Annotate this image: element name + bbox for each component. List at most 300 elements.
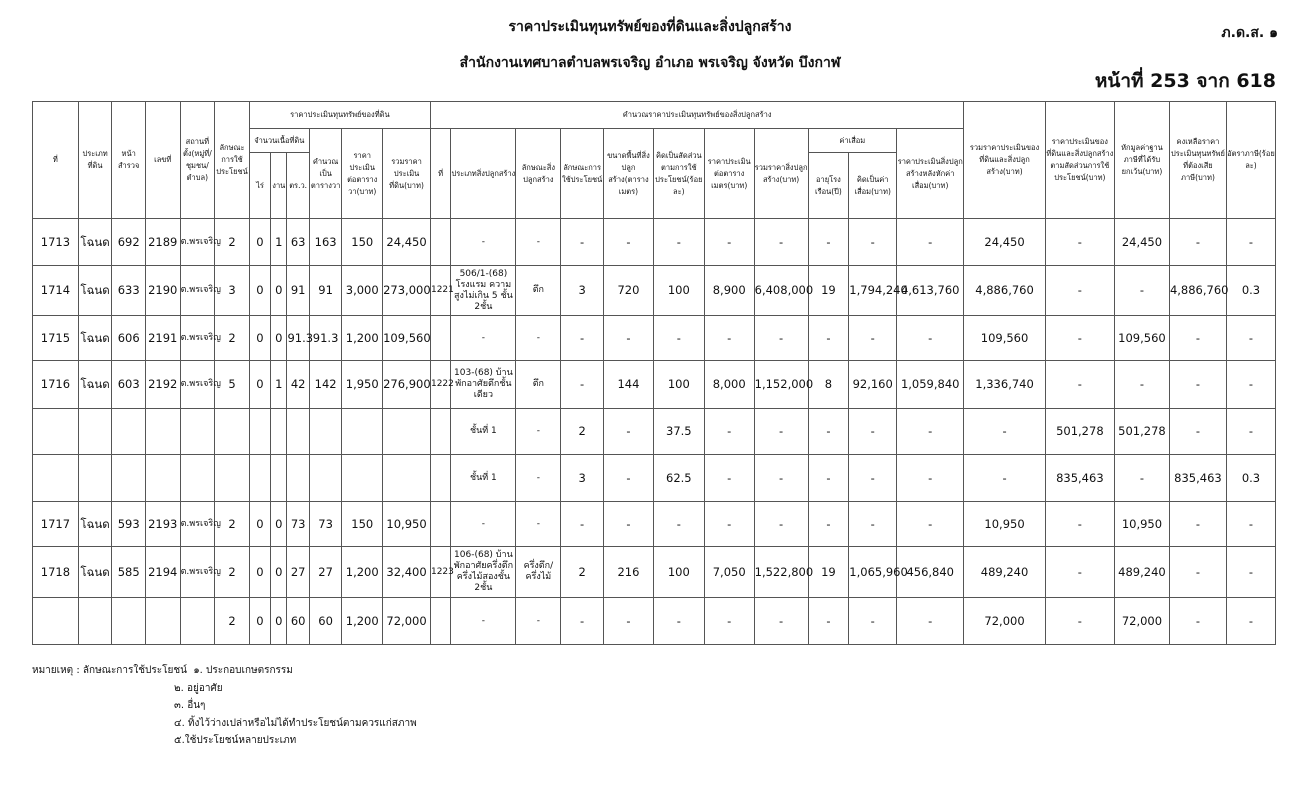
- cell-ngan: 0: [271, 316, 287, 361]
- table-row: [33, 547, 1276, 598]
- cell-bldg-pct: -: [653, 502, 704, 547]
- cell-price-per-wa: [342, 409, 383, 455]
- cell-deduction: -: [1114, 361, 1169, 409]
- cell-dep-age: 19: [808, 266, 849, 316]
- notes: [32, 662, 417, 750]
- cell-no: 1713: [33, 219, 79, 266]
- cell-bldg-usage: -: [561, 361, 604, 409]
- table-row: [33, 598, 1276, 645]
- cell-tax-rate: -: [1226, 361, 1275, 409]
- cell-calc-wa: 163: [309, 219, 342, 266]
- table-row: [33, 502, 1276, 547]
- cell-bldg-after-dep: 1,059,840: [897, 361, 964, 409]
- cell-bldg-price-sqm: -: [704, 409, 754, 455]
- cell-bldg-area: -: [604, 316, 654, 361]
- cell-calc-wa: 73: [309, 502, 342, 547]
- th-bldg-price-sqm: ราคาประเมินต่อตารางเมตร(บาท): [704, 129, 754, 219]
- cell-taxable: -: [1169, 502, 1226, 547]
- cell-no: 1717: [33, 502, 79, 547]
- cell-doc-no: [145, 598, 180, 645]
- cell-ngan: 0: [271, 598, 287, 645]
- cell-bldg-usage: 2: [561, 409, 604, 455]
- cell-land-total: 72,000: [383, 598, 431, 645]
- cell-bldg-char: -: [516, 502, 561, 547]
- cell-bldg-price-sqm: -: [704, 598, 754, 645]
- cell-dep-amount: -: [849, 409, 897, 455]
- cell-rai: 0: [249, 598, 270, 645]
- cell-deduction: 10,950: [1114, 502, 1169, 547]
- cell-calc-wa: [309, 409, 342, 455]
- cell-grand-total: 24,450: [964, 219, 1045, 266]
- cell-no: 1718: [33, 547, 79, 598]
- cell-calc-wa: 91.3: [309, 316, 342, 361]
- cell-land-type: โฉนด: [78, 547, 112, 598]
- cell-doc-no: [145, 455, 180, 502]
- cell-bldg-area: 216: [604, 547, 654, 598]
- th-bldg-char: ลักษณะสิ่งปลูกสร้าง: [516, 129, 561, 219]
- cell-proportional: 501,278: [1045, 409, 1114, 455]
- table-row: [33, 361, 1276, 409]
- cell-proportional: 835,463: [1045, 455, 1114, 502]
- table-body: [33, 219, 1276, 645]
- cell-bldg-area: 144: [604, 361, 654, 409]
- cell-land-total: 276,900: [383, 361, 431, 409]
- cell-bldg-after-dep: -: [897, 316, 964, 361]
- cell-dep-age: -: [808, 316, 849, 361]
- th-ngan: งาน: [271, 153, 287, 219]
- th-rai: ไร่: [249, 153, 270, 219]
- cell-bldg-pct: -: [653, 598, 704, 645]
- th-doc-no: เลขที่: [145, 102, 180, 219]
- cell-taxable: 4,886,760: [1169, 266, 1226, 316]
- th-proportional: ราคาประเมินของที่ดินและสิ่งปลูกสร้างตามสัดส่วนการใช้ประโยชน์(บาท): [1045, 102, 1114, 219]
- cell-ngan: 0: [271, 266, 287, 316]
- cell-bldg-total: -: [754, 598, 808, 645]
- cell-page: 633: [112, 266, 146, 316]
- cell-bldg-total: -: [754, 455, 808, 502]
- cell-bldg-pct: 37.5: [653, 409, 704, 455]
- cell-bldg-total: 1,152,000: [754, 361, 808, 409]
- cell-bldg-total: 1,522,800: [754, 547, 808, 598]
- cell-bldg-total: -: [754, 409, 808, 455]
- cell-calc-wa: 27: [309, 547, 342, 598]
- cell-land-type: โฉนด: [78, 502, 112, 547]
- cell-grand-total: 1,336,740: [964, 361, 1045, 409]
- cell-wa: 60: [287, 598, 309, 645]
- table-row: [33, 455, 1276, 502]
- th-no: ที่: [33, 102, 79, 219]
- cell-bldg-type: ชั้นที่ 1: [451, 455, 516, 502]
- note-item: ๓. อื่นๆ: [174, 700, 206, 711]
- cell-proportional: -: [1045, 502, 1114, 547]
- cell-land-total: [383, 455, 431, 502]
- cell-page: 692: [112, 219, 146, 266]
- cell-land-total: 109,560: [383, 316, 431, 361]
- cell-taxable: -: [1169, 361, 1226, 409]
- th-bldg-pct: คิดเป็นสัดส่วนตามการใช้ประโยชน์(ร้อยละ): [653, 129, 704, 219]
- cell-doc-no: 2194: [145, 547, 180, 598]
- cell-deduction: -: [1114, 266, 1169, 316]
- cell-usage: 2: [215, 598, 250, 645]
- cell-location: [180, 409, 215, 455]
- cell-bldg-type: 106-(68) บ้านพักอาศัยครึ่งตึกครึ่งไม้สองชั้น 2ชั้น: [451, 547, 516, 598]
- cell-page: [112, 598, 146, 645]
- page-number: หน้าที่ 253 จาก 618: [1094, 70, 1276, 92]
- note-item: ๑. ประกอบเกษตรกรรม: [193, 665, 293, 676]
- cell-bldg-usage: -: [561, 219, 604, 266]
- cell-page: 603: [112, 361, 146, 409]
- cell-no: 1716: [33, 361, 79, 409]
- th-area-group: จำนวนเนื้อที่ดิน: [249, 129, 309, 153]
- cell-ngan: [271, 455, 287, 502]
- cell-bldg-type: -: [451, 316, 516, 361]
- cell-usage: 2: [215, 219, 250, 266]
- cell-grand-total: -: [964, 409, 1045, 455]
- cell-proportional: -: [1045, 219, 1114, 266]
- cell-bldg-after-dep: -: [897, 219, 964, 266]
- cell-price-per-wa: 1,200: [342, 316, 383, 361]
- th-land-total: รวมราคาประเมินที่ดิน(บาท): [383, 129, 431, 219]
- cell-land-type: [78, 598, 112, 645]
- cell-grand-total: 10,950: [964, 502, 1045, 547]
- cell-dep-amount: -: [849, 316, 897, 361]
- cell-ngan: 0: [271, 547, 287, 598]
- th-land-type: ประเภทที่ดิน: [78, 102, 112, 219]
- cell-bldg-no: [430, 219, 450, 266]
- th-deduction: หักมูลค่าฐานภาษีที่ได้รับยกเว้น(บาท): [1114, 102, 1169, 219]
- note-item: ๒. อยู่อาศัย: [174, 682, 223, 694]
- cell-doc-no: [145, 409, 180, 455]
- table-row: [33, 219, 1276, 266]
- cell-land-type: โฉนด: [78, 316, 112, 361]
- cell-bldg-usage: 3: [561, 266, 604, 316]
- cell-tax-rate: -: [1226, 219, 1275, 266]
- th-bldg-usage: ลักษณะการใช้ประโยชน์: [561, 129, 604, 219]
- cell-tax-rate: 0.3: [1226, 455, 1275, 502]
- cell-dep-age: -: [808, 502, 849, 547]
- cell-bldg-total: 6,408,000: [754, 266, 808, 316]
- cell-dep-age: -: [808, 455, 849, 502]
- cell-proportional: -: [1045, 547, 1114, 598]
- cell-wa: 42: [287, 361, 309, 409]
- th-location: สถานที่ตั้ง(หมู่ที่/ชุมชน/ตำบล): [180, 102, 215, 219]
- cell-no: [33, 455, 79, 502]
- cell-wa: [287, 455, 309, 502]
- cell-dep-amount: -: [849, 219, 897, 266]
- cell-taxable: 835,463: [1169, 455, 1226, 502]
- cell-grand-total: 489,240: [964, 547, 1045, 598]
- note-item: ๕.ใช้ประโยชน์หลายประเภท: [174, 735, 297, 746]
- cell-calc-wa: [309, 455, 342, 502]
- cell-deduction: -: [1114, 455, 1169, 502]
- cell-bldg-no: 1221: [430, 266, 450, 316]
- cell-wa: 91.3: [287, 316, 309, 361]
- cell-bldg-pct: 100: [653, 361, 704, 409]
- cell-bldg-area: -: [604, 455, 654, 502]
- th-bldg-area: ขนาดพื้นที่สิ่งปลูกสร้าง(ตารางเมตร): [604, 129, 654, 219]
- cell-bldg-pct: -: [653, 219, 704, 266]
- cell-proportional: -: [1045, 266, 1114, 316]
- cell-bldg-area: 720: [604, 266, 654, 316]
- cell-bldg-char: -: [516, 409, 561, 455]
- cell-deduction: 501,278: [1114, 409, 1169, 455]
- note-item: ๔. ทิ้งไว้ว่างเปล่าหรือไม่ได้ทำประโยชน์ตามควรแก่สภาพ: [174, 717, 417, 729]
- cell-bldg-price-sqm: -: [704, 502, 754, 547]
- cell-ngan: 1: [271, 361, 287, 409]
- cell-tax-rate: -: [1226, 316, 1275, 361]
- cell-bldg-no: [430, 455, 450, 502]
- cell-land-type: โฉนด: [78, 361, 112, 409]
- cell-land-total: 24,450: [383, 219, 431, 266]
- cell-bldg-char: -: [516, 316, 561, 361]
- cell-bldg-area: -: [604, 409, 654, 455]
- cell-deduction: 489,240: [1114, 547, 1169, 598]
- cell-rai: 0: [249, 547, 270, 598]
- cell-dep-amount: 1,794,240: [849, 266, 897, 316]
- cell-bldg-usage: 2: [561, 547, 604, 598]
- cell-proportional: -: [1045, 361, 1114, 409]
- cell-ngan: 0: [271, 502, 287, 547]
- form-code: ภ.ด.ส. ๑: [1221, 25, 1278, 41]
- cell-bldg-usage: -: [561, 598, 604, 645]
- cell-bldg-type: 103-(68) บ้านพักอาศัยตึกชั้นเดียว: [451, 361, 516, 409]
- cell-wa: 73: [287, 502, 309, 547]
- th-page: หน้าสำรวจ: [112, 102, 146, 219]
- th-dep-amount: คิดเป็นค่าเสื่อม(บาท): [849, 153, 897, 219]
- cell-land-type: โฉนด: [78, 266, 112, 316]
- th-bldg-type: ประเภทสิ่งปลูกสร้าง: [451, 129, 516, 219]
- table-row: [33, 409, 1276, 455]
- cell-bldg-char: ตึก: [516, 361, 561, 409]
- cell-bldg-after-dep: -: [897, 502, 964, 547]
- cell-land-type: โฉนด: [78, 219, 112, 266]
- cell-price-per-wa: 150: [342, 502, 383, 547]
- cell-calc-wa: 91: [309, 266, 342, 316]
- th-wa: ตร.ว.: [287, 153, 309, 219]
- cell-usage: [215, 455, 250, 502]
- table-row: [33, 316, 1276, 361]
- cell-bldg-usage: 3: [561, 455, 604, 502]
- cell-dep-amount: 92,160: [849, 361, 897, 409]
- cell-bldg-no: [430, 598, 450, 645]
- cell-doc-no: 2192: [145, 361, 180, 409]
- cell-bldg-char: -: [516, 598, 561, 645]
- cell-rai: 0: [249, 361, 270, 409]
- th-calc-wa: คำนวณเป็นตารางวา: [309, 129, 342, 219]
- cell-price-per-wa: 1,950: [342, 361, 383, 409]
- th-bldg-total: รวมราคาสิ่งปลูกสร้าง(บาท): [754, 129, 808, 219]
- cell-rai: 0: [249, 219, 270, 266]
- cell-taxable: -: [1169, 316, 1226, 361]
- cell-grand-total: 4,886,760: [964, 266, 1045, 316]
- cell-grand-total: 109,560: [964, 316, 1045, 361]
- report-title: ราคาประเมินทุนทรัพย์ของที่ดินและสิ่งปลูกสร้าง: [508, 19, 792, 35]
- cell-bldg-char: -: [516, 219, 561, 266]
- cell-bldg-price-sqm: -: [704, 219, 754, 266]
- cell-location: ต.พรเจริญ: [180, 266, 215, 316]
- cell-price-per-wa: 3,000: [342, 266, 383, 316]
- th-price-per-wa: ราคาประเมินต่อตารางวา(บาท): [342, 129, 383, 219]
- th-dep-group: ค่าเสื่อม: [808, 129, 897, 153]
- cell-grand-total: -: [964, 455, 1045, 502]
- cell-ngan: [271, 409, 287, 455]
- cell-land-total: 273,000: [383, 266, 431, 316]
- th-land-group: ราคาประเมินทุนทรัพย์ของที่ดิน: [249, 102, 430, 129]
- cell-no: [33, 409, 79, 455]
- cell-location: ต.พรเจริญ: [180, 547, 215, 598]
- cell-location: ต.พรเจริญ: [180, 316, 215, 361]
- cell-dep-amount: 1,065,960: [849, 547, 897, 598]
- cell-price-per-wa: [342, 455, 383, 502]
- cell-dep-amount: -: [849, 598, 897, 645]
- cell-page: [112, 409, 146, 455]
- cell-bldg-type: 506/1-(68) โรงแรม ความสูงไม่เกิน 5 ชั้น 2ชั้น: [451, 266, 516, 316]
- cell-tax-rate: -: [1226, 409, 1275, 455]
- assessment-table: [32, 101, 1276, 645]
- cell-bldg-no: [430, 316, 450, 361]
- cell-bldg-after-dep: -: [897, 409, 964, 455]
- cell-land-type: [78, 409, 112, 455]
- cell-doc-no: 2190: [145, 266, 180, 316]
- cell-land-total: [383, 409, 431, 455]
- cell-bldg-pct: -: [653, 316, 704, 361]
- cell-usage: 2: [215, 502, 250, 547]
- cell-bldg-usage: -: [561, 316, 604, 361]
- cell-bldg-pct: 100: [653, 266, 704, 316]
- cell-taxable: -: [1169, 409, 1226, 455]
- cell-dep-age: 8: [808, 361, 849, 409]
- th-bldg-after-dep: ราคาประเมินสิ่งปลูกสร้างหลังหักค่าเสื่อม(บาท): [897, 129, 964, 219]
- th-dep-age: อายุโรงเรือน(ปี): [808, 153, 849, 219]
- cell-wa: 27: [287, 547, 309, 598]
- cell-bldg-type: -: [451, 502, 516, 547]
- cell-land-type: [78, 455, 112, 502]
- cell-page: 606: [112, 316, 146, 361]
- cell-doc-no: 2191: [145, 316, 180, 361]
- cell-deduction: 109,560: [1114, 316, 1169, 361]
- cell-tax-rate: 0.3: [1226, 266, 1275, 316]
- cell-tax-rate: -: [1226, 502, 1275, 547]
- cell-bldg-after-dep: -: [897, 598, 964, 645]
- cell-wa: 63: [287, 219, 309, 266]
- cell-bldg-after-dep: 4,613,760: [897, 266, 964, 316]
- cell-bldg-after-dep: -: [897, 455, 964, 502]
- table-row: [33, 266, 1276, 316]
- th-taxable: คงเหลือราคาประเมินทุนทรัพย์ที่ต้องเสียภาษี(บาท): [1169, 102, 1226, 219]
- cell-rai: 0: [249, 266, 270, 316]
- cell-dep-age: -: [808, 409, 849, 455]
- cell-location: ต.พรเจริญ: [180, 219, 215, 266]
- cell-dep-age: 19: [808, 547, 849, 598]
- cell-bldg-char: ครึ่งตึก/ครึ่งไม้: [516, 547, 561, 598]
- cell-no: [33, 598, 79, 645]
- cell-price-per-wa: 150: [342, 219, 383, 266]
- cell-no: 1715: [33, 316, 79, 361]
- cell-usage: [215, 409, 250, 455]
- cell-doc-no: 2193: [145, 502, 180, 547]
- cell-land-total: 32,400: [383, 547, 431, 598]
- cell-location: ต.พรเจริญ: [180, 502, 215, 547]
- cell-no: 1714: [33, 266, 79, 316]
- cell-bldg-no: 1223: [430, 547, 450, 598]
- cell-bldg-pct: 100: [653, 547, 704, 598]
- cell-price-per-wa: 1,200: [342, 547, 383, 598]
- cell-bldg-type: -: [451, 598, 516, 645]
- cell-location: ต.พรเจริญ: [180, 361, 215, 409]
- cell-page: 593: [112, 502, 146, 547]
- th-grand-total: รวมราคาประเมินของที่ดินและสิ่งปลูกสร้าง(บาท): [964, 102, 1045, 219]
- cell-bldg-pct: 62.5: [653, 455, 704, 502]
- cell-dep-amount: -: [849, 502, 897, 547]
- cell-taxable: -: [1169, 598, 1226, 645]
- cell-deduction: 72,000: [1114, 598, 1169, 645]
- cell-bldg-usage: -: [561, 502, 604, 547]
- cell-price-per-wa: 1,200: [342, 598, 383, 645]
- cell-bldg-type: ชั้นที่ 1: [451, 409, 516, 455]
- cell-usage: 2: [215, 316, 250, 361]
- cell-bldg-area: -: [604, 502, 654, 547]
- cell-bldg-price-sqm: 7,050: [704, 547, 754, 598]
- cell-bldg-price-sqm: -: [704, 455, 754, 502]
- cell-bldg-total: -: [754, 219, 808, 266]
- cell-deduction: 24,450: [1114, 219, 1169, 266]
- cell-ngan: 1: [271, 219, 287, 266]
- cell-proportional: -: [1045, 598, 1114, 645]
- cell-grand-total: 72,000: [964, 598, 1045, 645]
- cell-page: [112, 455, 146, 502]
- notes-label: หมายเหตุ : ลักษณะการใช้ประโยชน์: [32, 665, 187, 676]
- cell-bldg-no: 1222: [430, 361, 450, 409]
- cell-page: 585: [112, 547, 146, 598]
- report-subtitle: สำนักงานเทศบาลตำบลพรเจริญ อำเภอ พรเจริญ จังหวัด บึงกาฬ: [459, 55, 841, 71]
- cell-location: [180, 455, 215, 502]
- cell-usage: 5: [215, 361, 250, 409]
- cell-land-total: 10,950: [383, 502, 431, 547]
- cell-bldg-price-sqm: 8,900: [704, 266, 754, 316]
- th-bldg-group: คำนวณราคาประเมินทุนทรัพย์ของสิ่งปลูกสร้าง: [430, 102, 963, 129]
- cell-bldg-type: -: [451, 219, 516, 266]
- cell-doc-no: 2189: [145, 219, 180, 266]
- cell-rai: 0: [249, 316, 270, 361]
- cell-dep-age: -: [808, 598, 849, 645]
- cell-bldg-no: [430, 502, 450, 547]
- cell-bldg-price-sqm: 8,000: [704, 361, 754, 409]
- th-usage: ลักษณะการใช้ประโยชน์: [215, 102, 250, 219]
- cell-dep-age: -: [808, 219, 849, 266]
- cell-tax-rate: -: [1226, 547, 1275, 598]
- cell-bldg-price-sqm: -: [704, 316, 754, 361]
- cell-bldg-after-dep: 456,840: [897, 547, 964, 598]
- cell-bldg-char: ตึก: [516, 266, 561, 316]
- cell-bldg-total: -: [754, 502, 808, 547]
- cell-bldg-total: -: [754, 316, 808, 361]
- cell-rai: 0: [249, 502, 270, 547]
- cell-bldg-area: -: [604, 598, 654, 645]
- cell-usage: 3: [215, 266, 250, 316]
- th-tax-rate: อัตราภาษี(ร้อยละ): [1226, 102, 1275, 219]
- cell-wa: [287, 409, 309, 455]
- cell-taxable: -: [1169, 547, 1226, 598]
- cell-bldg-char: -: [516, 455, 561, 502]
- cell-taxable: -: [1169, 219, 1226, 266]
- cell-bldg-no: [430, 409, 450, 455]
- cell-rai: [249, 455, 270, 502]
- cell-proportional: -: [1045, 316, 1114, 361]
- cell-usage: 2: [215, 547, 250, 598]
- cell-location: [180, 598, 215, 645]
- cell-wa: 91: [287, 266, 309, 316]
- cell-calc-wa: 60: [309, 598, 342, 645]
